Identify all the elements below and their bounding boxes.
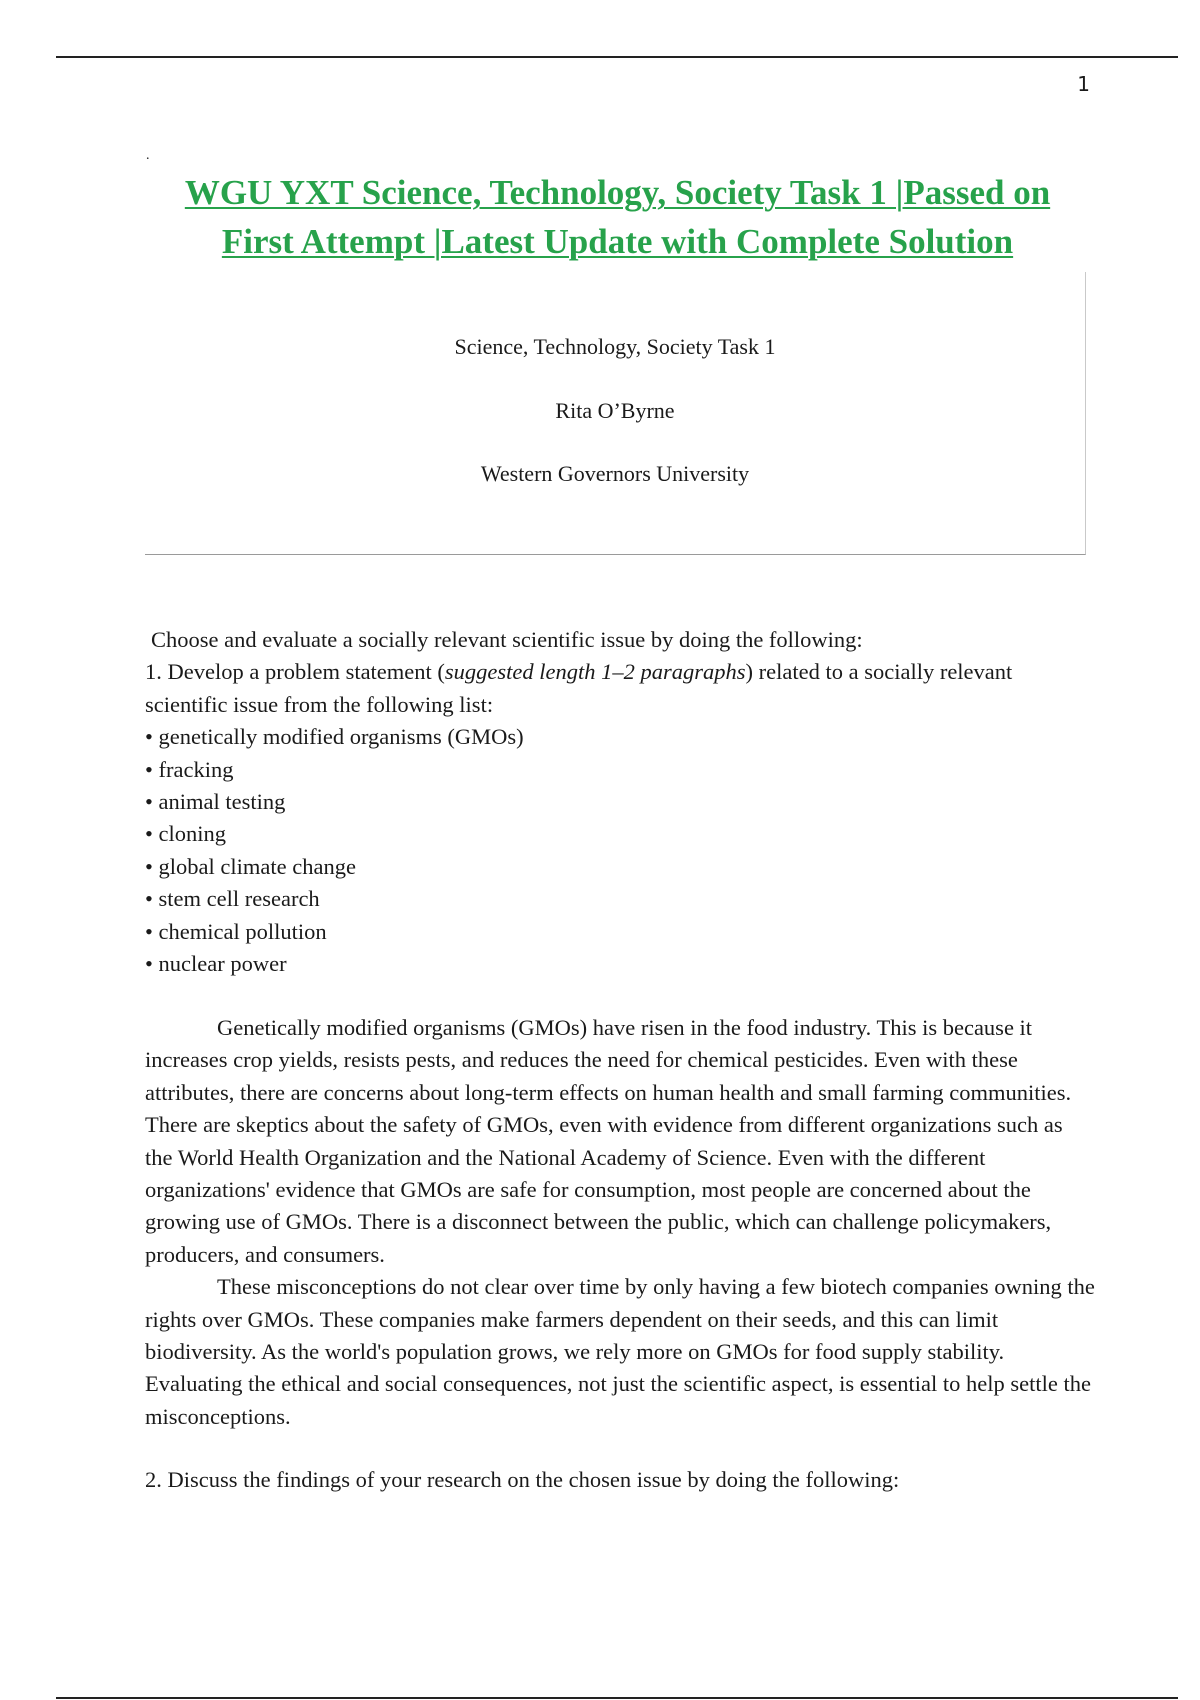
essay-paragraph-1: Genetically modified organisms (GMOs) have risen in the food industry. This is because it increases crop yields, resists pests, and reduces the need for chemical pesticides. Even with these attributes, there are concerns about long-term effects on human health and small farming communities. There are skeptics about the safety of GMOs, even with evidence from different organizations such as the World Health Organization and the National Academy of Science. Even with the different organizations' evidence that GMOs are safe for consumption, most people are concerned about the growing use of GMOs. There is a disconnect between the public, which can challenge policymakers, producers, and consumers. <box>145 1015 1072 1267</box>
prompt-question-2-block <box>145 1464 1095 1496</box>
q1-suggested-length: suggested length 1–2 paragraphs <box>444 659 746 685</box>
list-item: • genetically modified organisms (GMOs) <box>145 721 1095 753</box>
essay-paragraph-2: These misconceptions do not clear over time by only having a few biotech companies owning the rights over GMOs. These companies make farmers dependent on their seeds, and this can limit biodiversity. As the world's population grows, we rely more on GMOs for food supply stability. Evaluating the ethical and social consequences, not just the scientific aspect, is essential to help settle the misconceptions. <box>145 1274 1095 1429</box>
page-number: 1 <box>1077 72 1090 96</box>
problem-statement <box>145 1012 1095 1433</box>
document-title <box>140 168 1095 266</box>
title-line-1: WGU YXT Science, Technology, Society Task 1 |Passed on <box>184 173 1051 212</box>
q1-text-after: ) related to a socially relevant scientific issue from the following list: <box>145 659 1013 717</box>
topic-list <box>145 721 1095 980</box>
prompt-intro: Choose and evaluate a socially relevant scientific issue by doing the following: <box>151 627 863 652</box>
q1-text-before: 1. Develop a problem statement ( <box>145 659 445 685</box>
bottom-rule <box>56 1697 1178 1699</box>
top-rule <box>56 56 1178 58</box>
list-item: • global climate change <box>145 851 1095 883</box>
list-item: • cloning <box>145 818 1095 850</box>
list-item: • stem cell research <box>145 883 1095 915</box>
cover-author: Rita O’Byrne <box>555 398 675 423</box>
prompt-question-2: 2. Discuss the findings of your research on the chosen issue by doing the following: <box>145 1467 900 1492</box>
cover-page-block <box>145 272 1086 555</box>
cover-task-title: Science, Technology, Society Task 1 <box>454 334 776 359</box>
stray-mark: . <box>146 148 150 163</box>
list-item: • fracking <box>145 754 1095 786</box>
title-line-2: First Attempt |Latest Update with Complete Solution <box>221 222 1014 261</box>
list-item: • nuclear power <box>145 948 1095 980</box>
prompt-block <box>145 624 1095 980</box>
prompt-question-1 <box>145 656 1095 721</box>
cover-institution: Western Governors University <box>480 461 750 486</box>
list-item: • animal testing <box>145 786 1095 818</box>
list-item: • chemical pollution <box>145 916 1095 948</box>
